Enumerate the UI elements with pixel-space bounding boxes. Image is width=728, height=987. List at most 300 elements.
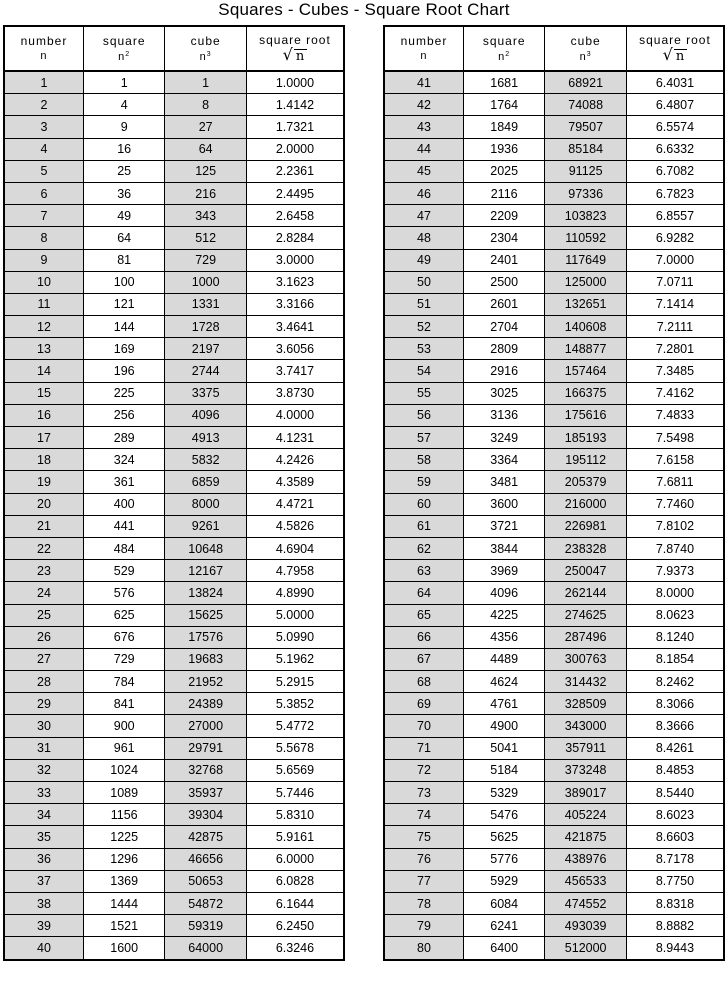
table-row bbox=[384, 626, 724, 648]
cell-number: 61 bbox=[384, 515, 463, 537]
table-row bbox=[4, 915, 344, 937]
cell-square-root: 7.2801 bbox=[626, 338, 724, 360]
cell-square-root: 7.8740 bbox=[626, 537, 724, 559]
cell-square-root: 4.4721 bbox=[246, 493, 344, 515]
cell-square-root: 7.4833 bbox=[626, 404, 724, 426]
cell-number: 45 bbox=[384, 160, 463, 182]
cell-cube: 216000 bbox=[545, 493, 626, 515]
cell-square-root: 7.6158 bbox=[626, 449, 724, 471]
table-row bbox=[4, 382, 344, 404]
table-row bbox=[4, 116, 344, 138]
cell-number: 68 bbox=[384, 671, 463, 693]
cell-square: 841 bbox=[83, 693, 164, 715]
cell-number: 38 bbox=[4, 892, 83, 914]
cell-square-root: 5.1962 bbox=[246, 648, 344, 670]
cell-cube: 314432 bbox=[545, 671, 626, 693]
cell-square-root: 4.8990 bbox=[246, 582, 344, 604]
table-row bbox=[4, 316, 344, 338]
table-row bbox=[4, 826, 344, 848]
cell-cube: 110592 bbox=[545, 227, 626, 249]
cell-square: 3364 bbox=[463, 449, 544, 471]
cell-square-root: 2.8284 bbox=[246, 227, 344, 249]
cell-cube: 85184 bbox=[545, 138, 626, 160]
cell-square: 484 bbox=[83, 537, 164, 559]
cell-square: 1600 bbox=[83, 937, 164, 960]
table-row bbox=[384, 826, 724, 848]
cell-square: 2809 bbox=[463, 338, 544, 360]
cell-number: 12 bbox=[4, 316, 83, 338]
table-row bbox=[4, 205, 344, 227]
table-row bbox=[4, 227, 344, 249]
cell-cube: 274625 bbox=[545, 604, 626, 626]
cell-square-root: 5.9161 bbox=[246, 826, 344, 848]
cell-square: 5329 bbox=[463, 782, 544, 804]
cell-number: 75 bbox=[384, 826, 463, 848]
cell-square-root: 8.9443 bbox=[626, 937, 724, 960]
cell-cube: 6859 bbox=[165, 471, 246, 493]
table-row bbox=[4, 892, 344, 914]
cell-square-root: 6.3246 bbox=[246, 937, 344, 960]
cell-number: 72 bbox=[384, 759, 463, 781]
cell-number: 15 bbox=[4, 382, 83, 404]
cell-cube: 10648 bbox=[165, 537, 246, 559]
cell-square-root: 8.0623 bbox=[626, 604, 724, 626]
table-row bbox=[384, 937, 724, 960]
cell-square-root: 6.5574 bbox=[626, 116, 724, 138]
table-row bbox=[4, 427, 344, 449]
table-row bbox=[384, 160, 724, 182]
cell-cube: 9261 bbox=[165, 515, 246, 537]
cell-square: 2209 bbox=[463, 205, 544, 227]
cell-cube: 343000 bbox=[545, 715, 626, 737]
cell-square-root: 4.0000 bbox=[246, 404, 344, 426]
table-row bbox=[384, 116, 724, 138]
table-row bbox=[384, 671, 724, 693]
table-row bbox=[384, 782, 724, 804]
cell-number: 26 bbox=[4, 626, 83, 648]
cell-square-root: 6.6332 bbox=[626, 138, 724, 160]
cell-square-root: 5.7446 bbox=[246, 782, 344, 804]
cell-cube: 54872 bbox=[165, 892, 246, 914]
cell-number: 37 bbox=[4, 870, 83, 892]
cell-square-root: 8.7750 bbox=[626, 870, 724, 892]
cell-square: 1849 bbox=[463, 116, 544, 138]
cell-cube: 238328 bbox=[545, 537, 626, 559]
cell-square-root: 8.6023 bbox=[626, 804, 724, 826]
cell-cube: 205379 bbox=[545, 471, 626, 493]
cell-square-root: 8.8882 bbox=[626, 915, 724, 937]
cell-square-root: 2.0000 bbox=[246, 138, 344, 160]
cell-cube: 328509 bbox=[545, 693, 626, 715]
table-row bbox=[4, 537, 344, 559]
cell-number: 22 bbox=[4, 537, 83, 559]
cell-square: 441 bbox=[83, 515, 164, 537]
cell-cube: 405224 bbox=[545, 804, 626, 826]
cell-square: 2704 bbox=[463, 316, 544, 338]
cell-square: 576 bbox=[83, 582, 164, 604]
cell-square-root: 8.8318 bbox=[626, 892, 724, 914]
cell-cube: 4913 bbox=[165, 427, 246, 449]
cell-number: 63 bbox=[384, 560, 463, 582]
cell-cube: 97336 bbox=[545, 182, 626, 204]
cell-cube: 195112 bbox=[545, 449, 626, 471]
cell-number: 46 bbox=[384, 182, 463, 204]
cell-cube: 24389 bbox=[165, 693, 246, 715]
cell-square-root: 5.0990 bbox=[246, 626, 344, 648]
cell-square: 36 bbox=[83, 182, 164, 204]
cell-number: 10 bbox=[4, 271, 83, 293]
cell-square-root: 5.6569 bbox=[246, 759, 344, 781]
cell-square: 4225 bbox=[463, 604, 544, 626]
cell-square-root: 8.4853 bbox=[626, 759, 724, 781]
cell-square: 4096 bbox=[463, 582, 544, 604]
table-row bbox=[384, 715, 724, 737]
cell-cube: 1728 bbox=[165, 316, 246, 338]
cell-cube: 287496 bbox=[545, 626, 626, 648]
cell-cube: 21952 bbox=[165, 671, 246, 693]
cell-square: 3481 bbox=[463, 471, 544, 493]
cell-square: 3136 bbox=[463, 404, 544, 426]
table-row bbox=[384, 693, 724, 715]
cell-number: 62 bbox=[384, 537, 463, 559]
header-row bbox=[384, 26, 724, 71]
cell-square-root: 5.5678 bbox=[246, 737, 344, 759]
cell-square-root: 6.7082 bbox=[626, 160, 724, 182]
cell-square: 3721 bbox=[463, 515, 544, 537]
table-row bbox=[384, 560, 724, 582]
table-row bbox=[384, 515, 724, 537]
cell-number: 23 bbox=[4, 560, 83, 582]
cell-square-root: 5.0000 bbox=[246, 604, 344, 626]
table-row bbox=[384, 360, 724, 382]
table-row bbox=[384, 293, 724, 315]
cell-square-root: 6.9282 bbox=[626, 227, 724, 249]
page-title: Squares - Cubes - Square Root Chart bbox=[218, 0, 510, 19]
table-row bbox=[384, 870, 724, 892]
table-row bbox=[4, 338, 344, 360]
cell-number: 58 bbox=[384, 449, 463, 471]
cell-square: 2500 bbox=[463, 271, 544, 293]
cell-square: 3249 bbox=[463, 427, 544, 449]
cell-square: 49 bbox=[83, 205, 164, 227]
cell-square: 324 bbox=[83, 449, 164, 471]
table-row bbox=[384, 205, 724, 227]
cell-number: 48 bbox=[384, 227, 463, 249]
cell-square: 6400 bbox=[463, 937, 544, 960]
cell-square: 2116 bbox=[463, 182, 544, 204]
table-row bbox=[384, 94, 724, 116]
table-row bbox=[4, 626, 344, 648]
cell-number: 28 bbox=[4, 671, 83, 693]
cell-cube: 1331 bbox=[165, 293, 246, 315]
header-cube: cube $n^3$ bbox=[165, 26, 246, 71]
cell-number: 65 bbox=[384, 604, 463, 626]
cell-cube: 8000 bbox=[165, 493, 246, 515]
table-row bbox=[384, 848, 724, 870]
table-row bbox=[384, 138, 724, 160]
cell-cube: 2744 bbox=[165, 360, 246, 382]
cell-cube: 59319 bbox=[165, 915, 246, 937]
table-body-right bbox=[384, 71, 724, 960]
cell-square: 4356 bbox=[463, 626, 544, 648]
table-row bbox=[384, 316, 724, 338]
header-number: number n bbox=[4, 26, 83, 71]
cell-square-root: 2.4495 bbox=[246, 182, 344, 204]
table-row bbox=[384, 249, 724, 271]
cell-cube: 343 bbox=[165, 205, 246, 227]
cell-square-root: 1.4142 bbox=[246, 94, 344, 116]
cell-cube: 157464 bbox=[545, 360, 626, 382]
cell-square-root: 5.3852 bbox=[246, 693, 344, 715]
cell-square-root: 3.7417 bbox=[246, 360, 344, 382]
cell-cube: 74088 bbox=[545, 94, 626, 116]
cell-square-root: 7.4162 bbox=[626, 382, 724, 404]
cell-square-root: 8.1854 bbox=[626, 648, 724, 670]
cell-number: 50 bbox=[384, 271, 463, 293]
cell-number: 76 bbox=[384, 848, 463, 870]
cell-square: 529 bbox=[83, 560, 164, 582]
cell-number: 9 bbox=[4, 249, 83, 271]
cell-number: 43 bbox=[384, 116, 463, 138]
cell-square: 1444 bbox=[83, 892, 164, 914]
sqrt-symbol: √ bbox=[662, 45, 674, 64]
cell-square: 5041 bbox=[463, 737, 544, 759]
table-row bbox=[4, 604, 344, 626]
table-row bbox=[4, 271, 344, 293]
cell-square: 2601 bbox=[463, 293, 544, 315]
cell-cube: 46656 bbox=[165, 848, 246, 870]
cell-number: 39 bbox=[4, 915, 83, 937]
cell-square-root: 4.7958 bbox=[246, 560, 344, 582]
table-row bbox=[4, 848, 344, 870]
header-row bbox=[4, 26, 344, 71]
table-row bbox=[4, 560, 344, 582]
table-row bbox=[384, 648, 724, 670]
table-row bbox=[4, 693, 344, 715]
cell-number: 3 bbox=[4, 116, 83, 138]
cell-square-root: 4.2426 bbox=[246, 449, 344, 471]
cell-square-root: 7.1414 bbox=[626, 293, 724, 315]
cell-cube: 91125 bbox=[545, 160, 626, 182]
cell-number: 79 bbox=[384, 915, 463, 937]
cell-number: 55 bbox=[384, 382, 463, 404]
table-row bbox=[384, 582, 724, 604]
cell-square: 1764 bbox=[463, 94, 544, 116]
cell-square-root: 7.6811 bbox=[626, 471, 724, 493]
table-row bbox=[384, 182, 724, 204]
cell-cube: 262144 bbox=[545, 582, 626, 604]
cell-square-root: 7.7460 bbox=[626, 493, 724, 515]
header-square: square $n^2$ bbox=[463, 26, 544, 71]
cell-square: 1936 bbox=[463, 138, 544, 160]
table-row bbox=[4, 71, 344, 94]
cell-square: 1 bbox=[83, 71, 164, 94]
cell-square-root: 2.2361 bbox=[246, 160, 344, 182]
cell-square: 4489 bbox=[463, 648, 544, 670]
table-row bbox=[4, 671, 344, 693]
cell-number: 41 bbox=[384, 71, 463, 94]
cell-number: 20 bbox=[4, 493, 83, 515]
cell-square-root: 6.7823 bbox=[626, 182, 724, 204]
cell-number: 32 bbox=[4, 759, 83, 781]
cell-square: 1024 bbox=[83, 759, 164, 781]
cell-square-root: 8.5440 bbox=[626, 782, 724, 804]
cell-square-root: 7.2111 bbox=[626, 316, 724, 338]
cell-number: 36 bbox=[4, 848, 83, 870]
cell-cube: 175616 bbox=[545, 404, 626, 426]
cell-square-root: 6.4807 bbox=[626, 94, 724, 116]
cell-cube: 50653 bbox=[165, 870, 246, 892]
cell-square-root: 7.0000 bbox=[626, 249, 724, 271]
cell-square: 1681 bbox=[463, 71, 544, 94]
cell-square-root: 7.8102 bbox=[626, 515, 724, 537]
table-body-left bbox=[4, 71, 344, 960]
cell-square: 676 bbox=[83, 626, 164, 648]
cell-square-root: 1.7321 bbox=[246, 116, 344, 138]
cell-cube: 166375 bbox=[545, 382, 626, 404]
cell-number: 67 bbox=[384, 648, 463, 670]
cell-number: 42 bbox=[384, 94, 463, 116]
cell-cube: 456533 bbox=[545, 870, 626, 892]
cell-square: 25 bbox=[83, 160, 164, 182]
cell-square: 64 bbox=[83, 227, 164, 249]
cell-number: 60 bbox=[384, 493, 463, 515]
table-row bbox=[384, 493, 724, 515]
table-row bbox=[4, 870, 344, 892]
cell-number: 70 bbox=[384, 715, 463, 737]
cell-cube: 117649 bbox=[545, 249, 626, 271]
cell-number: 30 bbox=[4, 715, 83, 737]
cell-cube: 1000 bbox=[165, 271, 246, 293]
cell-square-root: 8.1240 bbox=[626, 626, 724, 648]
cell-square-root: 3.0000 bbox=[246, 249, 344, 271]
cell-square-root: 7.0711 bbox=[626, 271, 724, 293]
cell-cube: 39304 bbox=[165, 804, 246, 826]
cell-cube: 5832 bbox=[165, 449, 246, 471]
cell-square: 5929 bbox=[463, 870, 544, 892]
table-row bbox=[4, 138, 344, 160]
cell-square-root: 3.6056 bbox=[246, 338, 344, 360]
cell-square: 1089 bbox=[83, 782, 164, 804]
cell-cube: 132651 bbox=[545, 293, 626, 315]
table-row bbox=[384, 471, 724, 493]
table-row bbox=[4, 715, 344, 737]
header-number: number n bbox=[384, 26, 463, 71]
cell-number: 44 bbox=[384, 138, 463, 160]
cell-cube: 226981 bbox=[545, 515, 626, 537]
cell-square-root: 3.1623 bbox=[246, 271, 344, 293]
cell-cube: 125 bbox=[165, 160, 246, 182]
cell-square-root: 3.8730 bbox=[246, 382, 344, 404]
cell-number: 21 bbox=[4, 515, 83, 537]
cell-cube: 357911 bbox=[545, 737, 626, 759]
table-row bbox=[4, 804, 344, 826]
cell-square-root: 7.3485 bbox=[626, 360, 724, 382]
cell-cube: 125000 bbox=[545, 271, 626, 293]
cell-number: 16 bbox=[4, 404, 83, 426]
cell-cube: 8 bbox=[165, 94, 246, 116]
cell-number: 17 bbox=[4, 427, 83, 449]
header-square-root: square root √ n bbox=[246, 26, 344, 71]
cell-square: 289 bbox=[83, 427, 164, 449]
cell-square: 1225 bbox=[83, 826, 164, 848]
table-row bbox=[384, 227, 724, 249]
table-row bbox=[384, 892, 724, 914]
cell-cube: 68921 bbox=[545, 71, 626, 94]
cell-square-root: 7.5498 bbox=[626, 427, 724, 449]
cell-number: 19 bbox=[4, 471, 83, 493]
cell-number: 29 bbox=[4, 693, 83, 715]
cell-cube: 421875 bbox=[545, 826, 626, 848]
cell-square: 3844 bbox=[463, 537, 544, 559]
cell-cube: 729 bbox=[165, 249, 246, 271]
cell-cube: 64000 bbox=[165, 937, 246, 960]
header-square-root: square root √ n bbox=[626, 26, 724, 71]
cell-cube: 27000 bbox=[165, 715, 246, 737]
cell-square: 6084 bbox=[463, 892, 544, 914]
cell-square-root: 5.8310 bbox=[246, 804, 344, 826]
cell-number: 51 bbox=[384, 293, 463, 315]
table-row bbox=[384, 737, 724, 759]
cell-number: 57 bbox=[384, 427, 463, 449]
cell-square: 5476 bbox=[463, 804, 544, 826]
cell-square: 6241 bbox=[463, 915, 544, 937]
cell-number: 47 bbox=[384, 205, 463, 227]
cell-square: 3600 bbox=[463, 493, 544, 515]
cell-square: 961 bbox=[83, 737, 164, 759]
cell-number: 59 bbox=[384, 471, 463, 493]
table-row bbox=[384, 382, 724, 404]
cell-cube: 373248 bbox=[545, 759, 626, 781]
table-row bbox=[4, 759, 344, 781]
table-row bbox=[4, 515, 344, 537]
table-row bbox=[4, 94, 344, 116]
cell-square: 5625 bbox=[463, 826, 544, 848]
cell-cube: 493039 bbox=[545, 915, 626, 937]
chart-table-left bbox=[3, 25, 345, 961]
cell-cube: 64 bbox=[165, 138, 246, 160]
header-cube: cube $n^3$ bbox=[545, 26, 626, 71]
cell-square: 5776 bbox=[463, 848, 544, 870]
cell-square-root: 5.4772 bbox=[246, 715, 344, 737]
cell-cube: 1 bbox=[165, 71, 246, 94]
cell-cube: 185193 bbox=[545, 427, 626, 449]
cell-number: 4 bbox=[4, 138, 83, 160]
cell-number: 25 bbox=[4, 604, 83, 626]
cell-cube: 32768 bbox=[165, 759, 246, 781]
cell-square: 400 bbox=[83, 493, 164, 515]
cell-number: 1 bbox=[4, 71, 83, 94]
cell-number: 7 bbox=[4, 205, 83, 227]
cell-square: 225 bbox=[83, 382, 164, 404]
table-row bbox=[4, 449, 344, 471]
table-row bbox=[4, 404, 344, 426]
table-row bbox=[384, 449, 724, 471]
cell-square: 4761 bbox=[463, 693, 544, 715]
cell-square: 144 bbox=[83, 316, 164, 338]
cell-square: 169 bbox=[83, 338, 164, 360]
cell-square-root: 6.0828 bbox=[246, 870, 344, 892]
cell-number: 27 bbox=[4, 648, 83, 670]
cell-square: 4 bbox=[83, 94, 164, 116]
cell-square: 100 bbox=[83, 271, 164, 293]
cell-square: 256 bbox=[83, 404, 164, 426]
cell-number: 33 bbox=[4, 782, 83, 804]
cell-square: 3969 bbox=[463, 560, 544, 582]
table-row bbox=[4, 937, 344, 960]
cell-square-root: 4.1231 bbox=[246, 427, 344, 449]
cell-number: 66 bbox=[384, 626, 463, 648]
